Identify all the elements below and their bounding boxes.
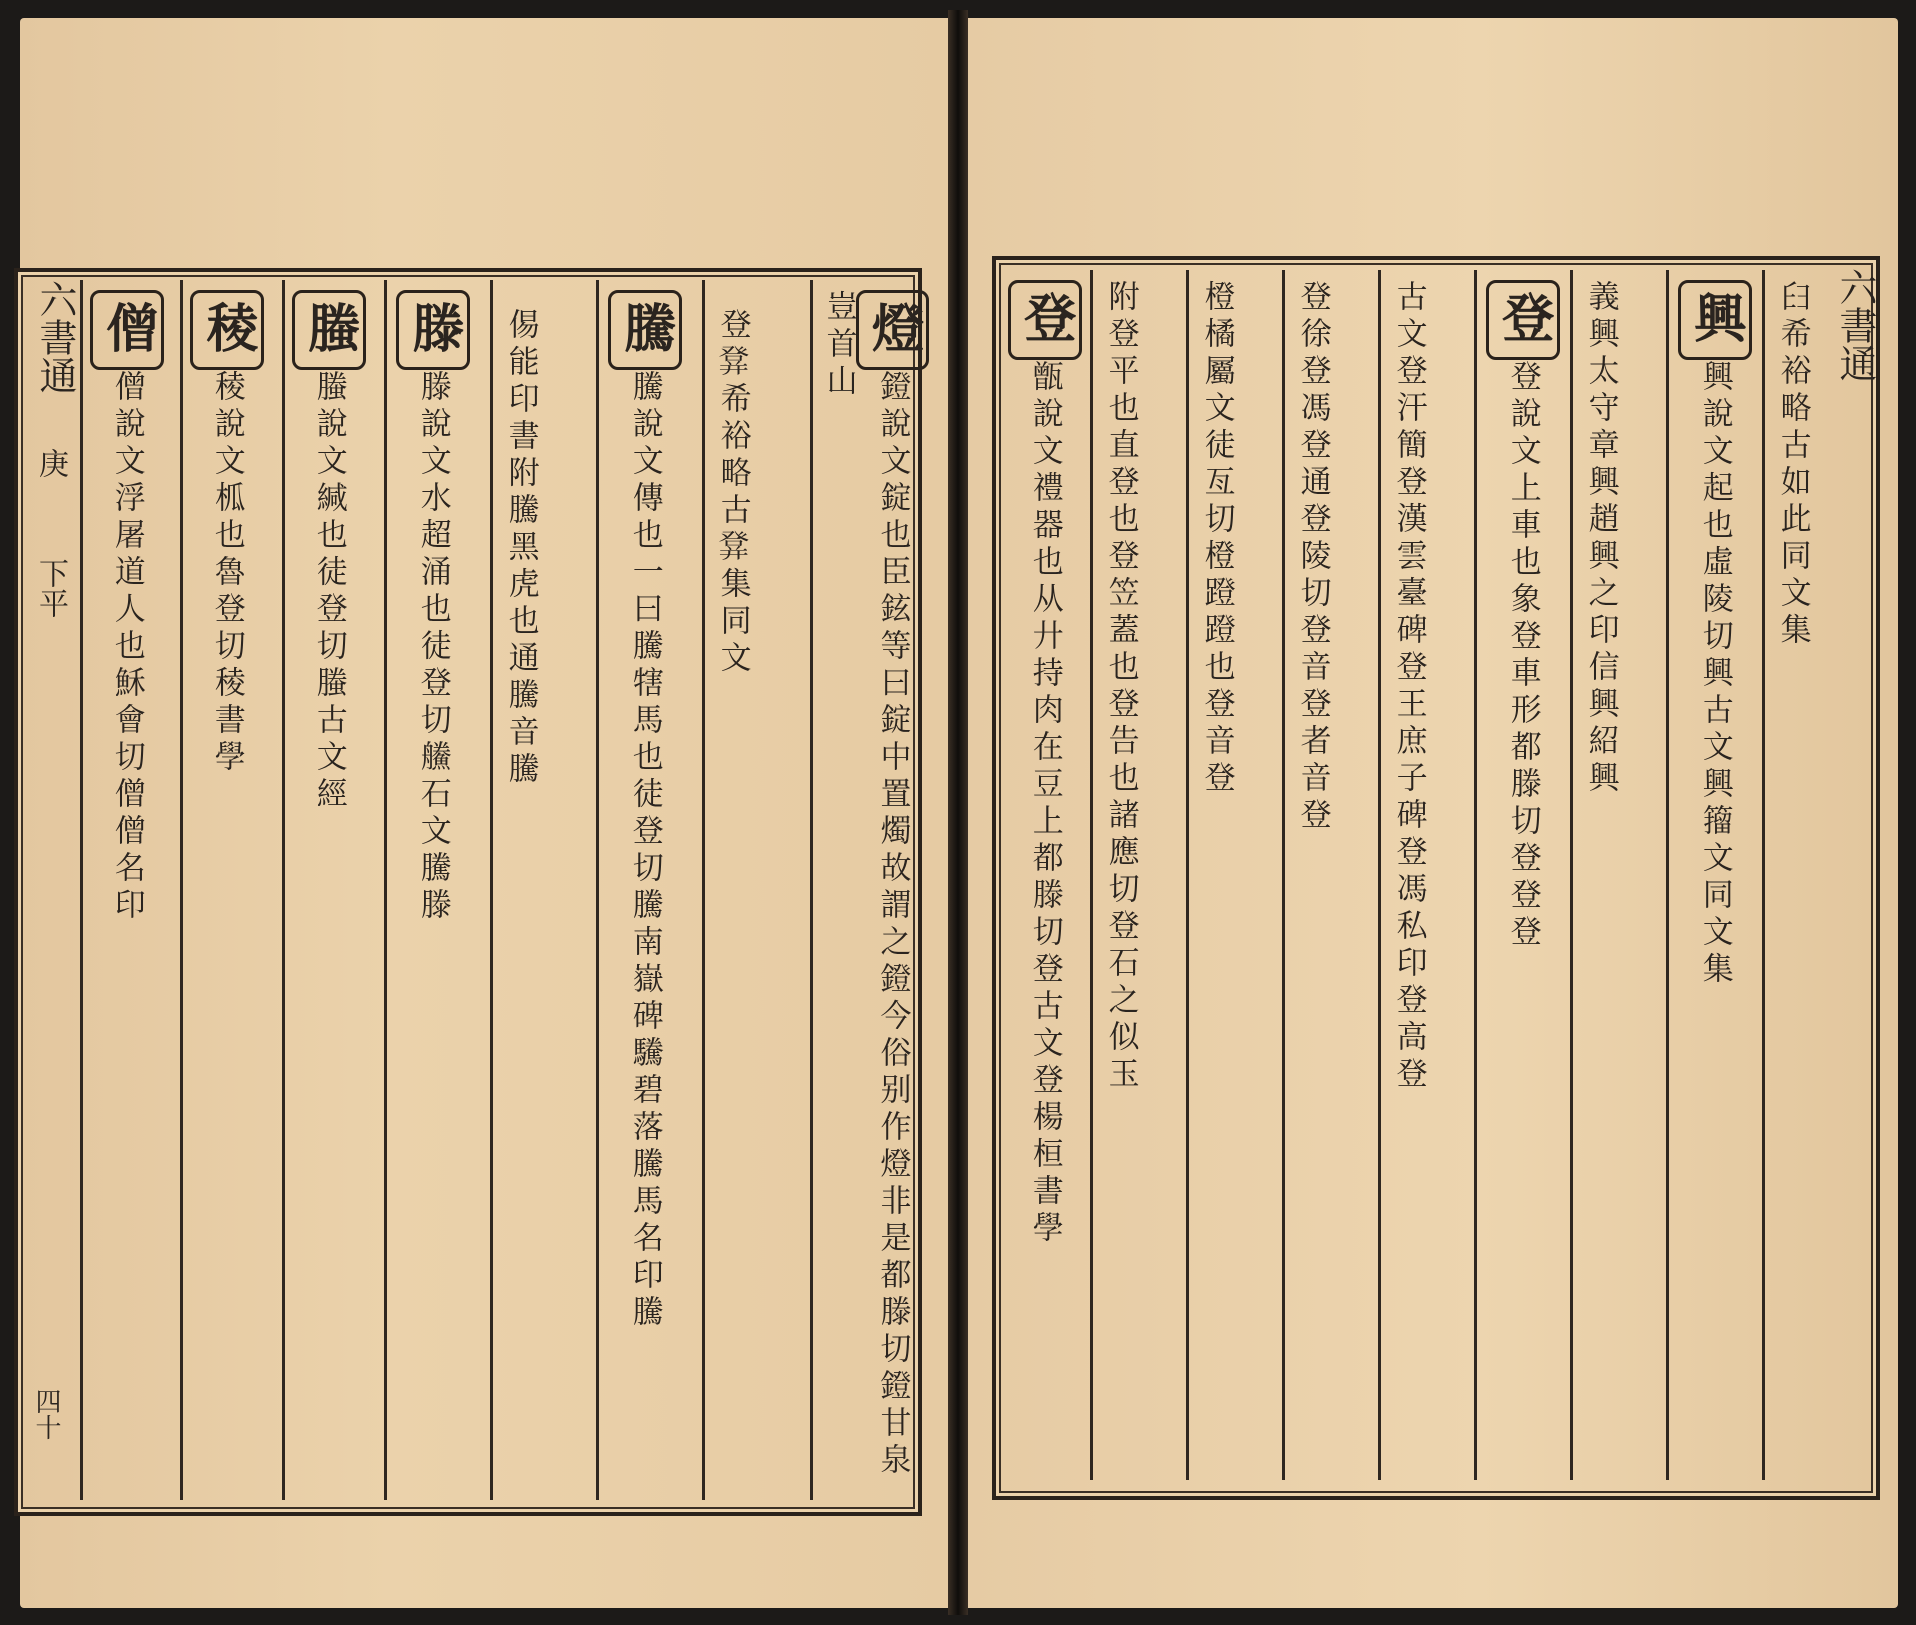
right-column-4: 登登說文上車也象登車形都滕切登登登: [1486, 280, 1560, 1470]
left-column-4: 㑥能印書附騰黑虎也通騰音騰: [502, 308, 539, 789]
column-rule: [490, 280, 493, 1500]
column-rule: [810, 280, 813, 1500]
headword: 興: [1678, 280, 1752, 360]
column-rule: [80, 280, 83, 1500]
left-column-2: 登𤼷希裕略古𤼷集同文: [714, 308, 751, 678]
right-column-8: 附登平也直登也登笠蓋也登告也諸應切登石之似玉: [1102, 280, 1139, 1094]
column-rule: [180, 280, 183, 1500]
headword: 稜: [190, 290, 264, 370]
right-column-6: 登徐登馮登通登陵切登音登者音登: [1294, 280, 1331, 835]
column-rule: [1474, 270, 1477, 1480]
right-column-9: 登甑說文禮器也从廾持肉在豆上都滕切登古文登楊桓書學: [1008, 280, 1082, 1470]
column-rule: [702, 280, 705, 1500]
right-margin-title: 六書通: [1833, 268, 1877, 382]
book-gutter: [948, 10, 968, 1615]
left-margin-rhyme: 庚: [33, 448, 68, 478]
left-column-5: 滕滕說文水超涌也徒登切䲍石文騰滕: [396, 290, 470, 1490]
left-page: [20, 18, 948, 1608]
right-column-3: 義興太守章興趙興之印信興紹興: [1582, 280, 1619, 798]
left-margin-volume: 下平: [33, 558, 68, 618]
headword: 滕: [396, 290, 470, 370]
right-page: [968, 18, 1898, 1608]
right-column-5: 古文登汗簡登漢雲臺碑登王庶子碑登馮私印登高登: [1390, 280, 1427, 1094]
left-column-6: 螣螣說文緘也徒登切螣古文經: [292, 290, 366, 1490]
left-margin-title: 六書通: [33, 280, 77, 394]
left-column-1: 燈鐙說文錠也臣鉉等曰錠中置燭故謂之鐙今俗别作燈非是都滕切鐙甘泉豈首山: [820, 290, 929, 1490]
column-rule: [1762, 270, 1765, 1480]
headword: 登: [1486, 280, 1560, 360]
headword: 登: [1008, 280, 1082, 360]
right-column-7: 橙橘屬文徒亙切橙蹬蹬也登音登: [1198, 280, 1235, 798]
column-rule: [596, 280, 599, 1500]
left-column-7: 稜稜說文柧也魯登切稜書學: [190, 290, 264, 1490]
right-column-2: 興興說文起也虛陵切興古文興籀文同文集: [1678, 280, 1752, 1470]
headword: 騰: [608, 290, 682, 370]
column-rule: [384, 280, 387, 1500]
column-rule: [282, 280, 285, 1500]
column-rule: [1378, 270, 1381, 1480]
left-column-3: 騰騰說文傳也一曰騰犗馬也徒登切騰南嶽碑驣碧落騰馬名印騰: [608, 290, 682, 1490]
headword: 螣: [292, 290, 366, 370]
column-rule: [1570, 270, 1573, 1480]
headword: 僧: [90, 290, 164, 370]
column-rule: [1282, 270, 1285, 1480]
left-folio: 四十: [31, 1388, 61, 1440]
left-column-8: 僧僧說文浮屠道人也穌會切僧僧名印: [90, 290, 164, 1490]
headword: 燈: [856, 290, 930, 370]
column-rule: [1186, 270, 1189, 1480]
right-column-1: 𦥑希裕略古如此同文集: [1774, 280, 1811, 650]
column-rule: [1090, 270, 1093, 1480]
column-rule: [1666, 270, 1669, 1480]
